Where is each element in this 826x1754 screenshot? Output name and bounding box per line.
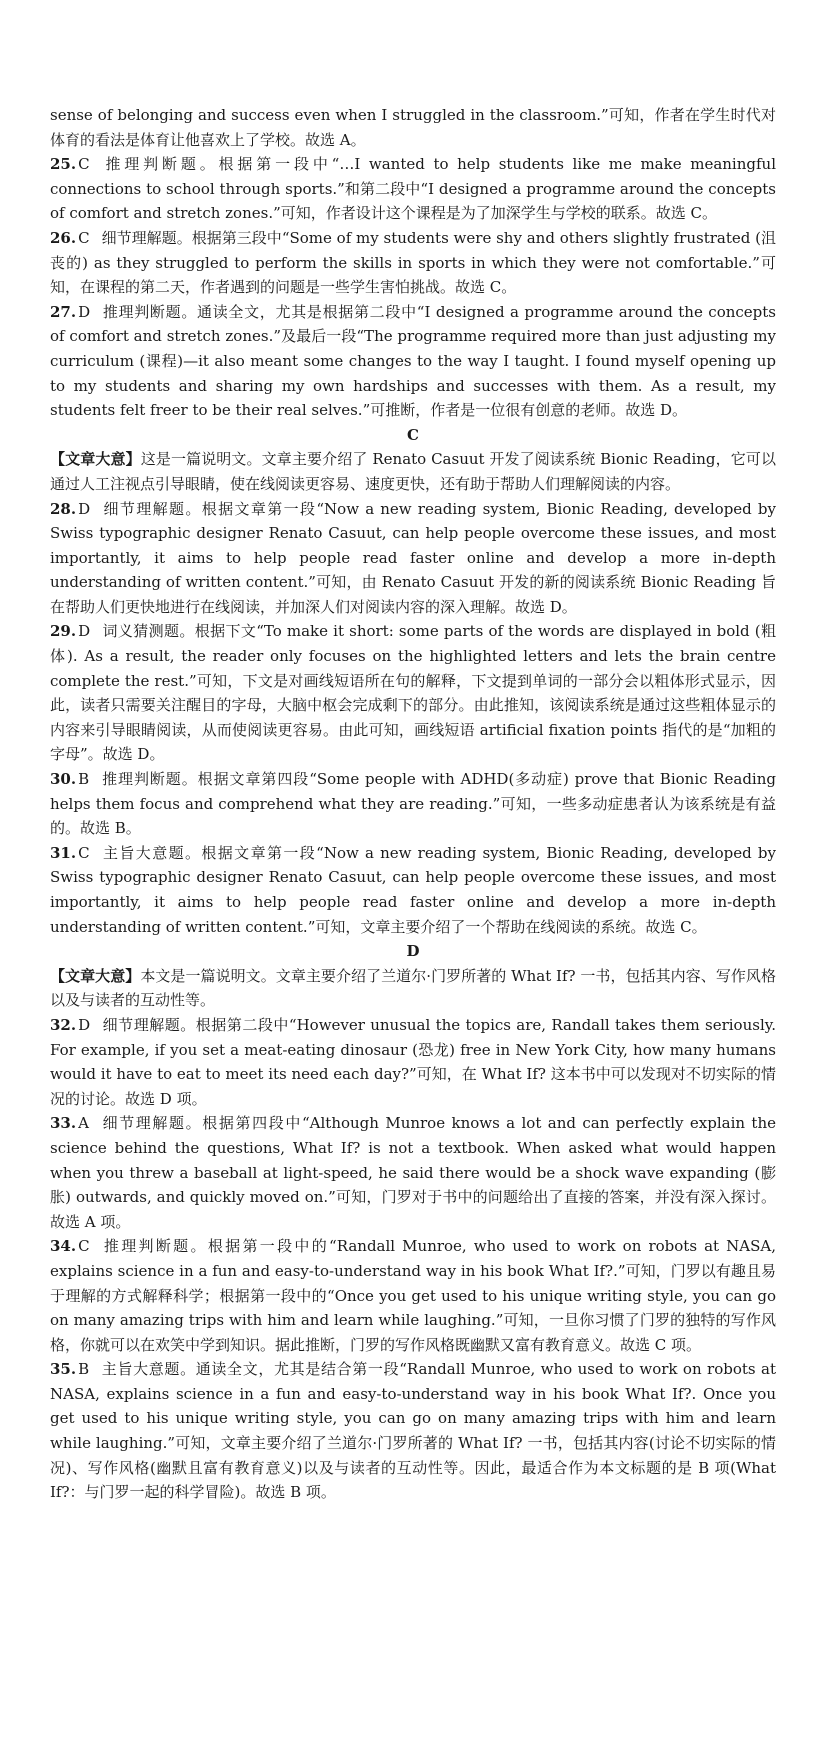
item-answer: C — [78, 228, 90, 247]
item-explanation: 推理判断题。根据文章第四段“Some people with ADHD(多动症) prove that Bionic Reading helps them focus and comprehend what they are reading.”可知，一些多动症患者认为该系统是有益的。故选 B。 — [50, 770, 776, 838]
item-number: 33. — [50, 1114, 77, 1133]
item-explanation: 细节理解题。根据第三段中“Some of my students were shy and others slightly frustrated (沮丧的) as they struggled to perform the skills in sports in which they were not comfortable.”可知，在课程的第二天，作者遇到的问题是一些学生害怕挑战。故选 C。 — [50, 228, 776, 297]
item-explanation: 细节理解题。根据文章第一段“Now a new reading system, Bionic Reading, developed by Swiss typographic designer Renato Casuut, can help people overcome these issues, and most importantly, it aims to help people read faster online and develop a more in-depth understanding of written content.”可知，由 Renato Casuut 开发的新的阅读系统 Bionic Reading 旨在帮助人们更快地进行在线阅读，并加深人们对阅读内容的深入理解。故选 D。 — [50, 499, 776, 616]
item-explanation: 细节理解题。根据第四段中“Although Munroe knows a lot and can perfectly explain the science behind the questions, What If? is not a textbook. When asked what would happen when you threw a baseball at light-speed, he said there would be a shock wave expanding (膨胀) outwards, and quickly moved on.”可知，门罗对于书中的问题给出了直接的答案，并没有深入探讨。故选 A 项。 — [50, 1114, 776, 1231]
answer-item-29 — [50, 619, 776, 767]
item-number: 27. — [50, 302, 77, 321]
article-summary-c — [50, 447, 776, 496]
item-answer: B — [78, 770, 90, 789]
answer-item-32 — [50, 1013, 776, 1111]
answer-item-31 — [50, 841, 776, 939]
section-heading-d: D — [406, 942, 420, 961]
item-answer: C — [78, 1237, 90, 1256]
item-answer: D — [78, 1015, 91, 1034]
answer-item-34 — [50, 1234, 776, 1357]
item-explanation: 主旨大意题。根据文章第一段“Now a new reading system, Bionic Reading, developed by Swiss typographic designer Renato Casuut, can help people overcome these issues, and most importantly, it aims to help people read faster online and develop a more in-depth understanding of written content.”可知，文章主要介绍了一个帮助在线阅读的系统。故选 C。 — [50, 843, 776, 936]
item-answer: A — [78, 1114, 89, 1133]
item-answer: B — [78, 1360, 90, 1379]
summary-tag: 【文章大意】 — [50, 966, 141, 985]
section-heading-c: C — [407, 425, 419, 444]
item-explanation: 推理判断题。根据第一段中“…I wanted to help students like me make meaningful connections to school through sports.”和第二段中“I designed a programme around the concepts of comfort and stretch zones.”可知，作者设计这个课程是为了加深学生与学校的联系。故选 C。 — [50, 155, 776, 223]
summary-text: 本文是一篇说明文。文章主要介绍了兰道尔·门罗所著的 What If? 一书，包括其内容、写作风格以及与读者的互动性等。 — [50, 966, 776, 1010]
item-explanation: 推理判断题。根据第一段中的“Randall Munroe, who used to work on robots at NASA, explains science in a fun and easy-to-understand way in his book What If?.”可知，门罗以有趣且易于理解的方式解释科学；根据第一段中的“Once you get used to his unique writing style, you can go on many amazing trips with him and learn while laughing.”可知，一旦你习惯了门罗的独特的写作风格，你就可以在欢笑中学到知识。据此推断，门罗的写作风格既幽默又富有教育意义。故选 C 项。 — [50, 1237, 776, 1354]
answer-item-35 — [50, 1357, 776, 1505]
item-explanation: 推理判断题。通读全文，尤其是根据第二段中“I designed a programme around the concepts of comfort and stretch zones.”及最后一段“The programme required more than just adjusting my curriculum (课程)—it also meant some changes to the way I taught. I found myself opening up to my students and sharing my own hardships and successes with them. As a result, my students felt freer to be their real selves.”可推断，作者是一位很有创意的老师。故选 D。 — [50, 302, 776, 420]
item-number: 34. — [50, 1237, 77, 1256]
item-number: 32. — [50, 1015, 77, 1034]
answer-content — [50, 103, 776, 1505]
item-number: 28. — [50, 499, 77, 518]
item-number: 25. — [50, 155, 77, 174]
item-number: 31. — [50, 843, 77, 862]
item-number: 26. — [50, 228, 77, 247]
item-explanation: 主旨大意题。通读全文，尤其是结合第一段“Randall Munroe, who used to work on robots at NASA, explains science in a fun and easy-to-understand way in his book What If?. Once you get used to his unique writing style, you can go on many amazing trips with him and learn while laughing.”可知，文章主要介绍了兰道尔·门罗所著的 What If? 一书，包括其内容(讨论不切实际的情况)、写作风格(幽默且富有教育意义)以及与读者的互动性等。因此，最适合作为本文标题的是 B 项(What If?：与门罗一起的科学冒险)。故选 B 项。 — [50, 1360, 776, 1502]
item-answer: D — [78, 622, 91, 641]
item-answer: D — [78, 302, 91, 321]
summary-text: 这是一篇说明文。文章主要介绍了 Renato Casuut 开发了阅读系统 Bionic Reading，它可以通过人工注视点引导眼睛，使在线阅读更容易、速度更快，还有助于帮助人们理解阅读的内容。 — [50, 450, 776, 493]
continued-explanation: sense of belonging and success even when I struggled in the classroom.”可知，作者在学生时代对体育的看法是体育让他喜欢上了学校。故选 A。 — [50, 106, 776, 149]
item-answer: C — [78, 843, 90, 862]
item-explanation: 细节理解题。根据第二段中“However unusual the topics are, Randall takes them seriously. For example, if you set a meat-eating dinosaur (恐龙) free in New York City, how many humans would it have to eat to meet its need each day?”可知，在 What If? 这本书中可以发现对不切实际的情况的讨论。故选 D 项。 — [50, 1015, 776, 1108]
answer-item-33 — [50, 1111, 776, 1234]
answer-item-27 — [50, 300, 776, 423]
item-number: 29. — [50, 622, 77, 641]
summary-tag: 【文章大意】 — [50, 450, 141, 469]
item-answer: C — [78, 155, 90, 174]
answer-item-26 — [50, 226, 776, 300]
item-answer: D — [78, 499, 91, 518]
item-number: 35. — [50, 1360, 77, 1379]
item-number: 30. — [50, 770, 77, 789]
article-summary-d — [50, 964, 776, 1013]
answer-item-30 — [50, 767, 776, 841]
item-explanation: 词义猜测题。根据下文“To make it short: some parts of the words are displayed in bold (粗体). As a result, the reader only focuses on the highlighted letters and lets the brain centre complete the rest.”可知，下文是对画线短语所在句的解释，下文提到单词的一部分会以粗体形式显示，因此，读者只需要关注醒目的字母，大脑中枢会完成剩下的部分。由此推知，该阅读系统是通过这些粗体显示的内容来引导眼睛阅读，从而使阅读更容易。由此可知，画线短语 artificial fixation points 指代的是“加粗的字母”。故选 D。 — [50, 622, 776, 764]
answer-item-28 — [50, 497, 776, 620]
answer-item-25 — [50, 152, 776, 226]
